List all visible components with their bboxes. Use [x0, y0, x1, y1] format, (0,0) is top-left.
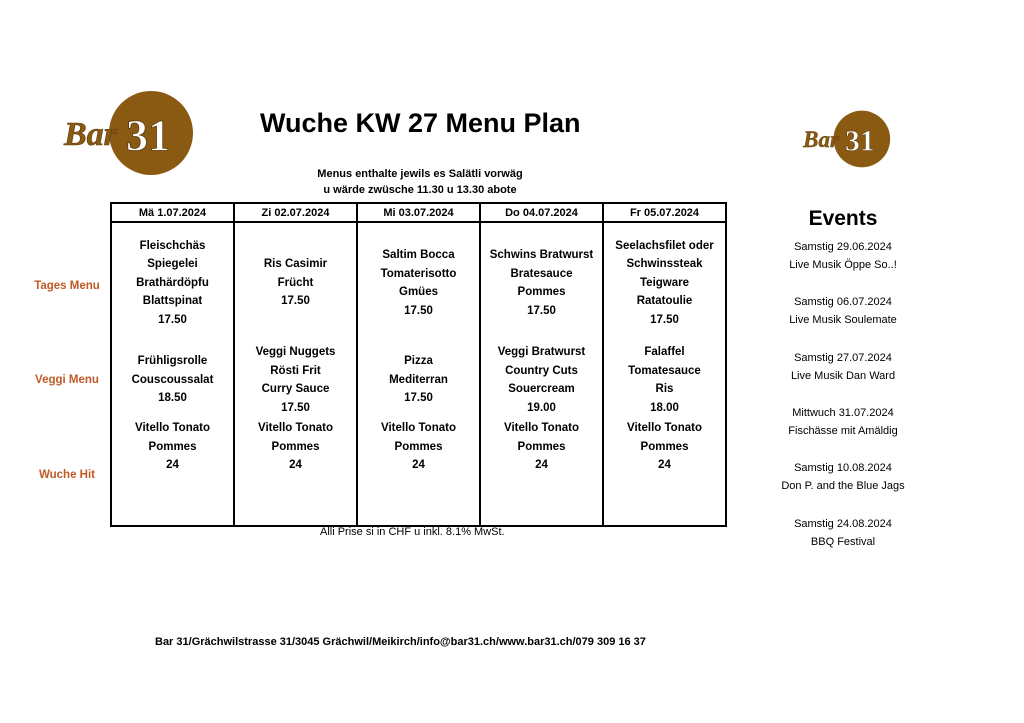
logo-word: Bar: [803, 127, 839, 153]
dish-line: Pommes: [517, 286, 566, 298]
menu-subtitle: [270, 166, 570, 198]
dish-line: Pommes: [640, 440, 689, 453]
dish-line: Seelachsfilet oder: [615, 239, 714, 252]
dish-line: Veggi Nuggets: [255, 346, 336, 358]
dish-line: Saltim Bocca: [382, 249, 455, 261]
event-date: Samstig 06.07.2024: [794, 296, 892, 308]
event-name: BBQ Festival: [810, 536, 876, 548]
event-name: Live Musik Soulemate: [789, 314, 897, 326]
row-label-hit: Wuche Hit: [38, 469, 95, 481]
dish-line: Ris: [655, 383, 674, 395]
day-header: Mi 03.07.2024: [357, 203, 480, 222]
dish-line: Falaffel: [644, 346, 685, 358]
veggi-menu-cell: [357, 343, 480, 417]
event-item: [763, 238, 923, 274]
price-footnote: Alli Prise si in CHF u inkl. 8.1% MwSt.: [320, 526, 505, 538]
event-date: Samstig 29.06.2024: [794, 241, 892, 253]
bar31-logo-right: [798, 110, 894, 168]
event-name: Don P. and the Blue Jags: [781, 480, 905, 492]
day-header: Mä 1.07.2024: [111, 203, 234, 222]
event-item: [763, 349, 923, 385]
subtitle-line-1: Menus enthalte jewils es Salätli vorwäg: [317, 168, 523, 180]
dish-line: Pizza: [404, 355, 433, 368]
event-item: [763, 459, 923, 495]
wuche-hit-cell: [234, 417, 357, 526]
dish-line: Blattspinat: [142, 295, 203, 308]
dish-line: Souercream: [508, 383, 575, 395]
bar31-logo-left: [60, 90, 195, 176]
day-header: Fr 05.07.2024: [603, 203, 726, 222]
dish-price: 17.50: [281, 401, 310, 414]
dish-line: Teigware: [640, 276, 689, 289]
wuche-hit-row: [111, 417, 726, 526]
tages-menu-cell: [357, 222, 480, 343]
dish-line: Bratesauce: [510, 267, 573, 280]
dish-price: 17.50: [281, 295, 310, 308]
dish-line: Frühligsrolle: [137, 355, 208, 368]
tages-menu-cell: [480, 222, 603, 343]
dish-price: 19.00: [527, 401, 556, 414]
event-item: [763, 293, 923, 329]
row-label-veggi: Veggi Menu: [35, 374, 99, 386]
event-name: Fischässe mit Amäldig: [788, 425, 898, 437]
page-title: Wuche KW 27 Menu Plan: [260, 108, 581, 138]
dish-line: Tomatesauce: [628, 364, 701, 377]
tages-menu-cell: [603, 222, 726, 343]
veggi-menu-cell: [111, 343, 234, 417]
dish-line: Ris Casimir: [263, 258, 328, 271]
dish-line: Vitello Tonato: [627, 422, 702, 434]
dish-line: Pommes: [148, 440, 197, 453]
wuche-hit-cell: [111, 417, 234, 526]
day-header: Zi 02.07.2024: [234, 203, 357, 222]
menu-table: [110, 202, 727, 527]
tages-menu-cell: [234, 222, 357, 343]
dish-line: Schwinssteak: [626, 258, 703, 271]
event-name: Live Musik Öppe So..!: [789, 259, 897, 271]
veggi-menu-cell: [603, 343, 726, 417]
dish-price: 24: [289, 459, 302, 471]
dish-price: 17.50: [404, 392, 433, 405]
tages-menu-row: [111, 222, 726, 343]
dish-line: Fleischchäs: [139, 239, 206, 252]
tages-menu-cell: [111, 222, 234, 343]
dish-line: Pommes: [271, 440, 320, 453]
dish-line: Vitello Tonato: [381, 422, 456, 434]
veggi-menu-cell: [234, 343, 357, 417]
wuche-hit-cell: [357, 417, 480, 526]
event-name: Live Musik Dan Ward: [790, 370, 896, 382]
dish-line: Pommes: [394, 440, 443, 453]
wuche-hit-cell: [480, 417, 603, 526]
dish-line: Country Cuts: [505, 364, 578, 377]
table-header-row: [111, 203, 726, 222]
veggi-menu-row: [111, 343, 726, 417]
wuche-hit-cell: [603, 417, 726, 526]
dish-line: Curry Sauce: [261, 383, 330, 395]
event-date: Samstig 24.08.2024: [794, 518, 892, 530]
logo-number: 31: [126, 111, 170, 160]
dish-line: Brathärdöpfu: [136, 276, 209, 289]
event-item: [763, 515, 923, 551]
dish-price: 17.50: [527, 304, 556, 317]
dish-line: Ratatoulie: [636, 295, 693, 308]
row-label-tages: Tages Menu: [34, 280, 100, 292]
event-date: Samstig 10.08.2024: [794, 462, 892, 474]
logo-word: Bar: [64, 116, 117, 153]
dish-line: Pommes: [517, 440, 566, 453]
dish-price: 17.50: [158, 313, 187, 326]
dish-price: 17.50: [404, 304, 433, 317]
dish-line: Rösti Frit: [270, 364, 321, 377]
dish-line: Tomaterisotto: [380, 267, 457, 280]
event-date: Samstig 27.07.2024: [794, 352, 892, 364]
events-title: Events: [808, 207, 878, 230]
dish-line: Veggi Bratwurst: [497, 346, 586, 358]
dish-price: 24: [535, 459, 548, 471]
dish-line: Vitello Tonato: [258, 422, 333, 434]
dish-price: 18.00: [650, 401, 679, 414]
dish-line: Vitello Tonato: [504, 422, 579, 434]
dish-price: 24: [412, 459, 425, 471]
dish-price: 18.50: [158, 392, 187, 405]
dish-line: Spiegelei: [147, 258, 198, 271]
day-header: Do 04.07.2024: [480, 203, 603, 222]
dish-price: 24: [166, 459, 179, 471]
dish-line: Frücht: [277, 276, 314, 289]
dish-line: Couscoussalat: [131, 373, 214, 386]
event-date: Mittwuch 31.07.2024: [792, 407, 894, 419]
event-item: [763, 404, 923, 440]
dish-price: 17.50: [650, 313, 679, 326]
dish-line: Schwins Bratwurst: [489, 249, 594, 261]
subtitle-line-2: u wärde zwüsche 11.30 u 13.30 abote: [323, 184, 517, 196]
veggi-menu-cell: [480, 343, 603, 417]
dish-line: Mediterran: [389, 373, 448, 386]
logo-number: 31: [844, 125, 875, 158]
dish-line: Vitello Tonato: [135, 422, 210, 434]
contact-footer: Bar 31/Grächwilstrasse 31/3045 Grächwil/Meikirch/info@bar31.ch/www.bar31.ch/079 309 16 37: [155, 636, 646, 648]
dish-price: 24: [658, 459, 671, 471]
dish-line: Gmües: [399, 286, 438, 298]
